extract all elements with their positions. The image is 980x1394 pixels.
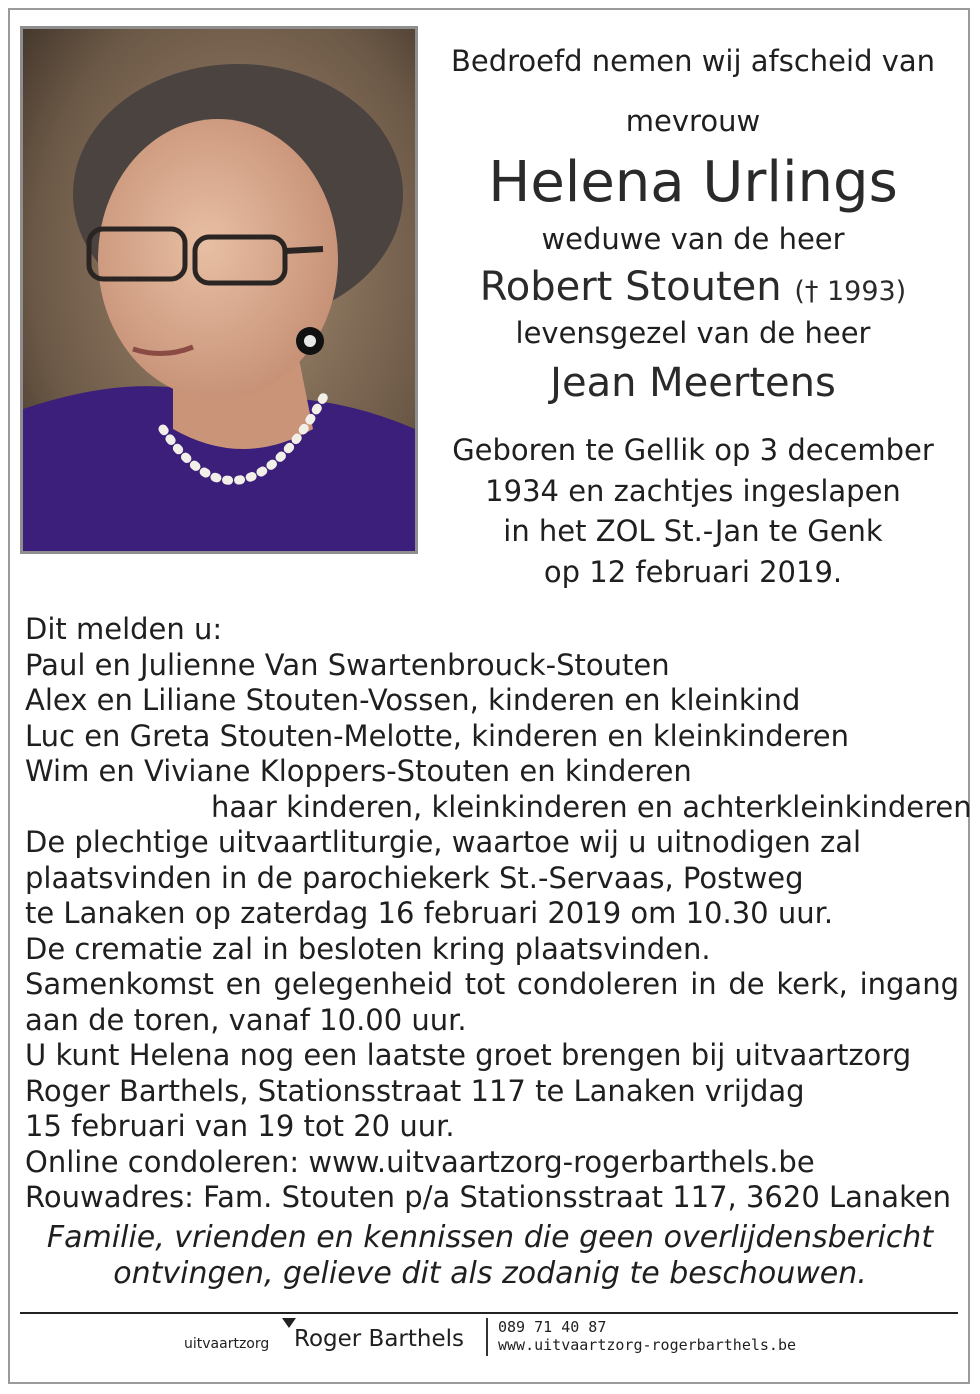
spouse-line [430,264,956,310]
announce-line: Dit melden u: [25,612,223,646]
partner-name: Jean Meertens [550,360,836,406]
announce-line: Paul en Julienne Van Swartenbrouck-Stouten [25,647,670,682]
deceased-name: Helena Urlings [488,150,898,215]
portrait-photo [20,26,418,554]
announce-line: haar kinderen, kleinkinderen en achterkleinkinderen [211,789,972,824]
birth-details [430,430,956,592]
footnote [20,1220,960,1292]
announcement-text [25,612,972,1216]
announce-line: plaatsvinden in de parochiekerk St.-Servaas, Postweg [25,860,804,895]
website-link[interactable]: www.uitvaartzorg-rogerbarthels.be [498,1336,797,1354]
spouse-death: († 1993) [794,276,907,307]
birth-line: op 12 februari 2019. [543,554,843,589]
contact-block [498,1318,796,1354]
announce-line: Samenkomst en gelegenheid tot condoleren in de kerk, ingang [25,967,959,1001]
relation-widow: weduwe van de heer [541,222,845,256]
spouse-name: Robert Stouten [479,264,782,310]
announce-line: De plechtige uitvaartliturgie, waartoe wij u uitnodigen zal [25,825,862,859]
announce-line: Roger Barthels, Stationsstraat 117 te Lanaken vrijdag [25,1073,805,1108]
announce-line: te Lanaken op zaterdag 16 februari 2019 om 10.30 uur. [25,896,834,930]
brand-prefix: uitvaartzorg [184,1336,270,1352]
birth-line: Geboren te Gellik op 3 december [452,433,934,467]
announce-line: Rouwadres: Fam. Stouten p/a Stationsstraat 117, 3620 Lanaken [25,1180,952,1214]
announce-line: De crematie zal in besloten kring plaatsvinden. [25,931,711,966]
phone-number: 089 71 40 87 [498,1318,607,1336]
title-prefix: mevrouw [625,104,761,138]
relation-partner: levensgezel van de heer [515,316,871,350]
announce-line: U kunt Helena nog een laatste groet brengen bij uitvaartzorg [25,1038,912,1072]
announce-line: Wim en Viviane Kloppers-Stouten en kinderen [25,754,692,788]
footer-divider [20,1312,958,1314]
footnote-line: ontvingen, gelieve dit als zodanig te beschouwen. [113,1256,867,1291]
announce-line: Alex en Liliane Stouten-Vossen, kinderen en kleinkind [25,683,801,717]
announce-line: Online condoleren: www.uitvaartzorg-rogerbarthels.be [25,1144,815,1179]
birth-line: in het ZOL St.-Jan te Genk [503,514,883,548]
footer-separator [486,1318,488,1356]
announce-line: aan de toren, vanaf 10.00 uur. [25,1002,467,1037]
announce-line: Luc en Greta Stouten-Melotte, kinderen en kleinkinderen [25,718,849,753]
footnote-line: Familie, vrienden en kennissen die geen overlijdensbericht [46,1220,934,1255]
birth-line: 1934 en zachtjes ingeslapen [485,473,901,508]
brand-name: Roger Barthels [294,1326,464,1352]
intro-line: Bedroefd nemen wij afscheid van [450,44,936,78]
announce-line: 15 februari van 19 tot 20 uur. [25,1109,455,1143]
